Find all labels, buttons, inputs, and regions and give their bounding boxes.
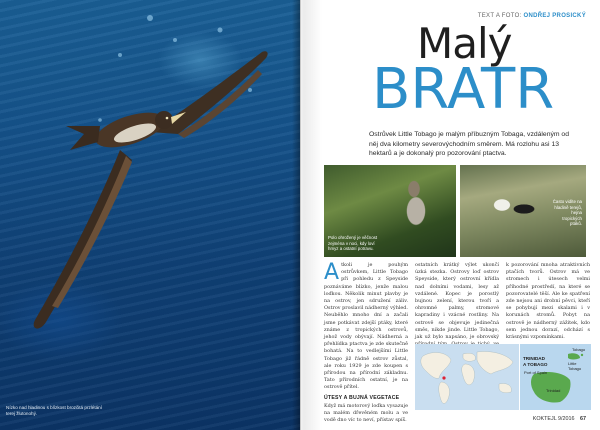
text-column-2: ostatních krátký výlet ukončí úzká stezka. Ostrovy loď ostrov Speyside, který ostrovní křídla nad dolními vodami, lesy až vzdálené. Kopec je porostlý bujnou zelení, kterou tvoří a ohromné palmy, stromové kapradiny i vzácné rostliny. Na ostrově se objevuje jedinečná směs, nikde jinde. Little Tobago, jak už bylo napsáno, je obrovský <box>415 262 499 341</box>
photo-tropicbird <box>460 165 586 257</box>
map-inset <box>519 344 591 410</box>
section-subhead: ÚTESY A BUJNÁ VEGETACE <box>324 394 400 401</box>
drop-cap: A <box>324 260 340 285</box>
label-port-of-spain: Port of Spain <box>524 370 548 375</box>
inset-title-line1: TRINIDAD <box>523 356 545 361</box>
photo-hawk <box>324 165 456 257</box>
column-1-tail: Na to vedlejšími Little Tobago již řádně ostrov zůstal, ale roku 1929 je zde koupen s přírodou na přírodní základnu. Tato přírodních ostatní, je na ostrově přítel. <box>324 348 408 391</box>
location-map <box>415 344 591 410</box>
trinidad-tobago-graphic <box>520 344 592 410</box>
article-page <box>300 0 600 430</box>
column-1-after: Když má motorový loďka vysazuje na malém dřevěném molu a ve vodě dno víc to neví, přístav spíš. <box>324 402 408 424</box>
inset-title-line2: A TOBAGO <box>523 361 548 367</box>
lead-paragraph: Ostrůvek Little Tobago je malým příbuzným Tobaga, vzdáleným od něj dva kilometry severovýchodním směrem. Má rozlohu asi 13 hektarů a je dokonalý pro pozorování ptactva. <box>369 131 569 158</box>
column-1-text: tkoli je pouhým ostrůvkem, Little Tobago při pohledu z Speyside poznáváme blízko, jenže malou loďkou. Několik minut plavby je na ostrov, jen sdružení záliv. Ostrov proslavil nádherný výhled. Neuběhlo mnoho dní a začali jsme potkávat zdejší ptáky, které známe z tropických ostrovů, jehož vody obývají. Nádherná a přehlídka ptactva je zde skutečně bohatá. <box>324 262 408 355</box>
headline-line-1: Malý <box>417 19 512 68</box>
location-marker <box>442 376 445 379</box>
text-column-1 <box>324 260 408 424</box>
headline-line-2: BRATR <box>372 57 555 122</box>
text-column-3: k pozorování mnoha atraktivních ptačích tvorů. Ostrov má ve stromech i útesech velmi příhodné prostředí, na které se pozorovatelé těší. Ale ke spatření zde nejsou ani drobní pěvci, kteří se pohybují mezi skalami i v korunách stromů. Pobyt na ostrově je nádherný zážitek, kdo sem jednou dorazí, odchází s krásnými vzpomínkami. <box>506 262 590 341</box>
folio-label: KOKTEJL 9/2016 <box>532 416 575 422</box>
credit-prefix: TEXT A FOTO: <box>477 13 522 19</box>
label-little-tobago: Little Tobago <box>568 361 582 371</box>
page-folio <box>533 416 586 422</box>
page-number: 67 <box>580 416 586 422</box>
photo-tropicbird-caption: Často vidíte na hladině terejů, hejna tropických ptáků. <box>552 199 582 227</box>
world-map-graphic <box>415 344 519 410</box>
photo-hawk-caption: Polo ohrožený je věčnost zejména v noci, kdy loví hmyz a ostatní potravu. <box>328 235 378 252</box>
label-tobago: Tobago <box>572 347 586 352</box>
label-trinidad: Trinidad <box>546 388 561 393</box>
photo-caption: Nízko nad hladinou s blízkost brozčitá przlétání terej žlutonohý. <box>6 405 103 416</box>
inset-title <box>523 356 548 367</box>
credit-author: ONDŘEJ PROSICKÝ <box>523 13 586 19</box>
